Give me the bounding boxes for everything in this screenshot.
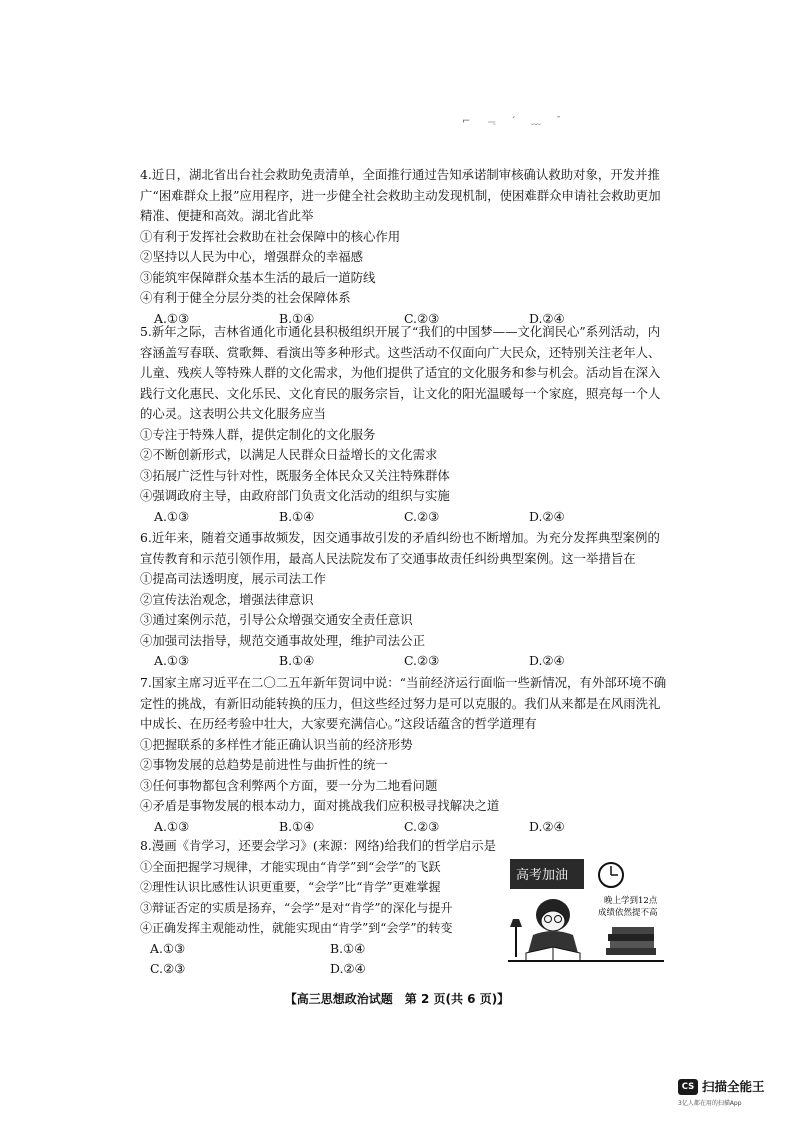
header-scan-marks: ⌐ ﹃ ˊ ﹏ ˉ — [462, 116, 568, 127]
choice-d: D.②④ — [529, 508, 565, 524]
question-stem: 8.漫画《肯学习，还要会学习》(来源：网络)给我们的哲学启示是 — [140, 838, 497, 853]
cartoon-banner-text: 高考加油 — [516, 868, 569, 883]
choice-b: B.①④ — [279, 310, 315, 326]
question-6 — [140, 528, 670, 672]
choice-b: B.①④ — [279, 818, 315, 834]
question-8 — [140, 836, 510, 980]
option-1: ①提高司法透明度，展示司法工作 — [140, 571, 326, 586]
clock-icon — [599, 863, 623, 887]
choice-c: C.②③ — [150, 961, 186, 976]
answer-choices — [140, 651, 670, 672]
option-1: ①专注于特殊人群，提供定制化的文化服务 — [140, 426, 376, 442]
choice-d: D.②④ — [529, 818, 565, 834]
cartoon-caption-line2: 成绩依然提不高 — [598, 908, 658, 918]
answer-choices — [140, 817, 670, 838]
study-cartoon — [508, 857, 664, 965]
option-3: ③辩证否定的实质是扬弃，“会学”是对“肯学”的深化与提升 — [140, 900, 453, 915]
answer-choices — [140, 959, 510, 980]
choice-a: A.①③ — [154, 508, 190, 524]
choice-a: A.①③ — [154, 653, 190, 668]
option-2: ②宣传法治观念，增强法律意识 — [140, 591, 314, 607]
option-2: ②事物发展的总趋势是前进性与曲折性的统一 — [140, 757, 388, 772]
choice-c: C.②③ — [404, 653, 440, 668]
option-3: ③能筑牢保障群众基本生活的最后一道防线 — [140, 269, 376, 285]
option-3: ③拓展广泛性与针对性，既服务全体民众又关注特殊群体 — [140, 467, 450, 483]
option-1: ①全面把握学习规律，才能实现由“肯学”到“会学”的飞跃 — [140, 859, 441, 874]
choice-a: A.①③ — [154, 310, 190, 326]
question-stem: 5.新年之际，吉林省通化市通化县积极组织开展了“我们的中国梦——文化润民心”系列活动，内容涵盖写春联、赏歌舞、看演出等多种形式。这些活动不仅面向广大民众，还特别关注老年人、儿童、残疾人等特殊人群的文化需求，为他们提供了适宜的文化服务和参与机会。活动旨在深入践行文化惠民、文化乐民、文化育民的服务宗旨，让文化的阳光温暖每一个家庭，照亮每一个人的心灵。这表明公共文化服务应当 — [140, 324, 661, 421]
option-2: ②理性认识比感性认识更重要，“会学”比“肯学”更难掌握 — [140, 880, 441, 894]
option-2: ②坚持以人民为中心，增强群众的幸福感 — [140, 249, 364, 264]
option-1: ①把握联系的多样性才能正确认识当前的经济形势 — [140, 736, 413, 752]
answer-choices — [140, 507, 670, 528]
question-5 — [140, 322, 670, 527]
watermark-app-name: 扫描全能王 — [702, 1079, 765, 1094]
option-3: ③任何事物都包含利弊两个方面，要一分为二地看问题 — [140, 777, 438, 793]
choice-b: B.①④ — [279, 653, 315, 668]
choice-a: A.①③ — [154, 818, 190, 834]
option-3: ③通过案例示范，引导公众增强交通安全责任意识 — [140, 612, 413, 627]
cartoon-caption-line1: 晚上学到12点 — [604, 896, 658, 906]
choice-c: C.②③ — [404, 818, 440, 834]
choice-b: B.①④ — [279, 508, 315, 524]
option-1: ①有利于发挥社会救助在社会保障中的核心作用 — [140, 228, 401, 244]
choice-d: D.②④ — [330, 961, 366, 976]
question-7 — [140, 673, 670, 837]
question-stem: 6.近年来，随着交通事故频发，因交通事故引发的矛盾纠纷也不断增加。为充分发挥典型案例的宣传教育和示范引领作用，最高人民法院发布了交通事故责任纠纷典型案例。这一举措旨在 — [140, 530, 660, 566]
option-4: ④加强司法指导，规范交通事故处理，维护司法公正 — [140, 632, 425, 648]
choice-b: B.①④ — [330, 940, 366, 956]
option-4: ④有利于健全分层分类的社会保障体系 — [140, 290, 351, 305]
question-4 — [140, 165, 670, 329]
option-4: ④矛盾是事物发展的根本动力，面对挑战我们应积极寻找解决之道 — [140, 798, 500, 813]
book-stack-icon — [606, 927, 656, 955]
choice-c: C.②③ — [404, 508, 440, 524]
watermark-tagline: 3亿人都在用的扫描App — [678, 1100, 742, 1107]
choice-d: D.②④ — [529, 653, 565, 668]
scanner-watermark — [678, 1079, 788, 1119]
question-stem: 4.近日，湖北省出台社会救助免责清单，全面推行通过告知承诺制审核确认救助对象，开发并推广“困难群众上报”应用程序，进一步健全社会救助主动发现机制，使困难群众申请社会救助更加精准、便捷和高效。湖北省此举 — [140, 167, 661, 223]
choice-d: D.②④ — [529, 310, 565, 326]
page-footer: 【高三思想政治试题 第 2 页(共 6 页)】 — [284, 992, 510, 1006]
camscanner-logo-icon: CS — [678, 1079, 698, 1095]
choice-c: C.②③ — [404, 310, 440, 326]
question-stem: 7.国家主席习近平在二〇二五年新年贺词中说：“当前经济运行面临一些新情况，有外部环境不确定性的挑战，有新旧动能转换的压力，但这些经过努力是可以克服的。我们从来都是在风雨洗礼中成长、在历经考验中壮大，大家要充满信心。”这段话蕴含的哲学道理有 — [140, 675, 667, 731]
answer-choices — [140, 939, 510, 960]
option-4: ④正确发挥主观能动性，就能实现由“肯学”到“会学”的转变 — [140, 921, 453, 935]
option-4: ④强调政府主导，由政府部门负责文化活动的组织与实施 — [140, 488, 450, 503]
option-2: ②不断创新形式，以满足人民群众日益增长的文化需求 — [140, 447, 438, 462]
choice-a: A.①③ — [150, 940, 186, 956]
